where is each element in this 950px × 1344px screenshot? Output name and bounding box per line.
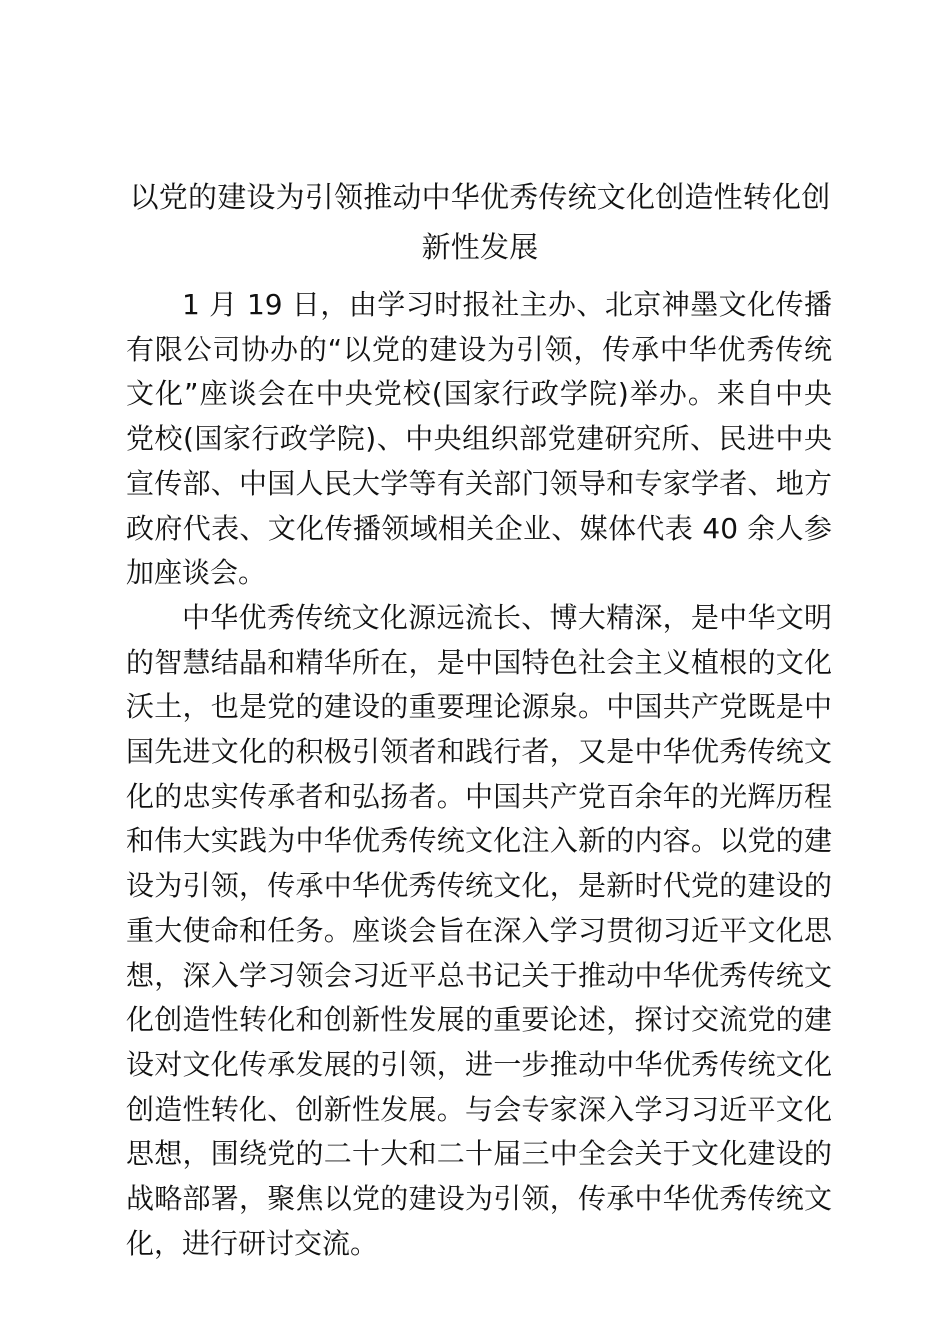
paragraph-2: 中华优秀传统文化源远流长、博大精深，是中华文明的智慧结晶和精华所在，是中国特色社会主义植根的文化沃土，也是党的建设的重要理论源泉。中国共产党既是中国先进文化的积极引领者和践行者，又是中华优秀传统文化的忠实传承者和弘扬者。中国共产党百余年的光辉历程和伟大实践为中华优秀传统文化注入新的内容。以党的建设为引领，传承中华优秀传统文化，是新时代党的建设的重大使命和任务。座谈会旨在深入学习贯彻习近平文化思想，深入学习领会习近平总书记关于推动中华优秀传统文化创造性转化和创新性发展的重要论述，探讨交流党的建设对文化传承发展的引领，进一步推动中华优秀传统文化创造性转化、创新性发展。与会专家深入学习习近平文化思想，围绕党的二十大和二十届三中全会关于文化建设的战略部署，聚焦以党的建设为引领，传承中华优秀传统文化，进行研讨交流。 [126, 600, 832, 1260]
document-body [126, 283, 832, 1266]
document-title: 以党的建设为引领推动中华优秀传统文化创造性转化创新性发展 [129, 180, 831, 264]
paragraph-1: 1 月 19 日，由学习时报社主办、北京神墨文化传播有限公司协办的“以党的建设为引领，传承中华优秀传统文化”座谈会在中央党校(国家行政学院)举办。来自中央党校(国家行政学院)、中央组织部党建研究所、民进中央宣传部、中国人民大学等有关部门领导和专家学者、地方政府代表、文化传播领域相关企业、媒体代表 40 余人参加座谈会。 [126, 288, 832, 590]
